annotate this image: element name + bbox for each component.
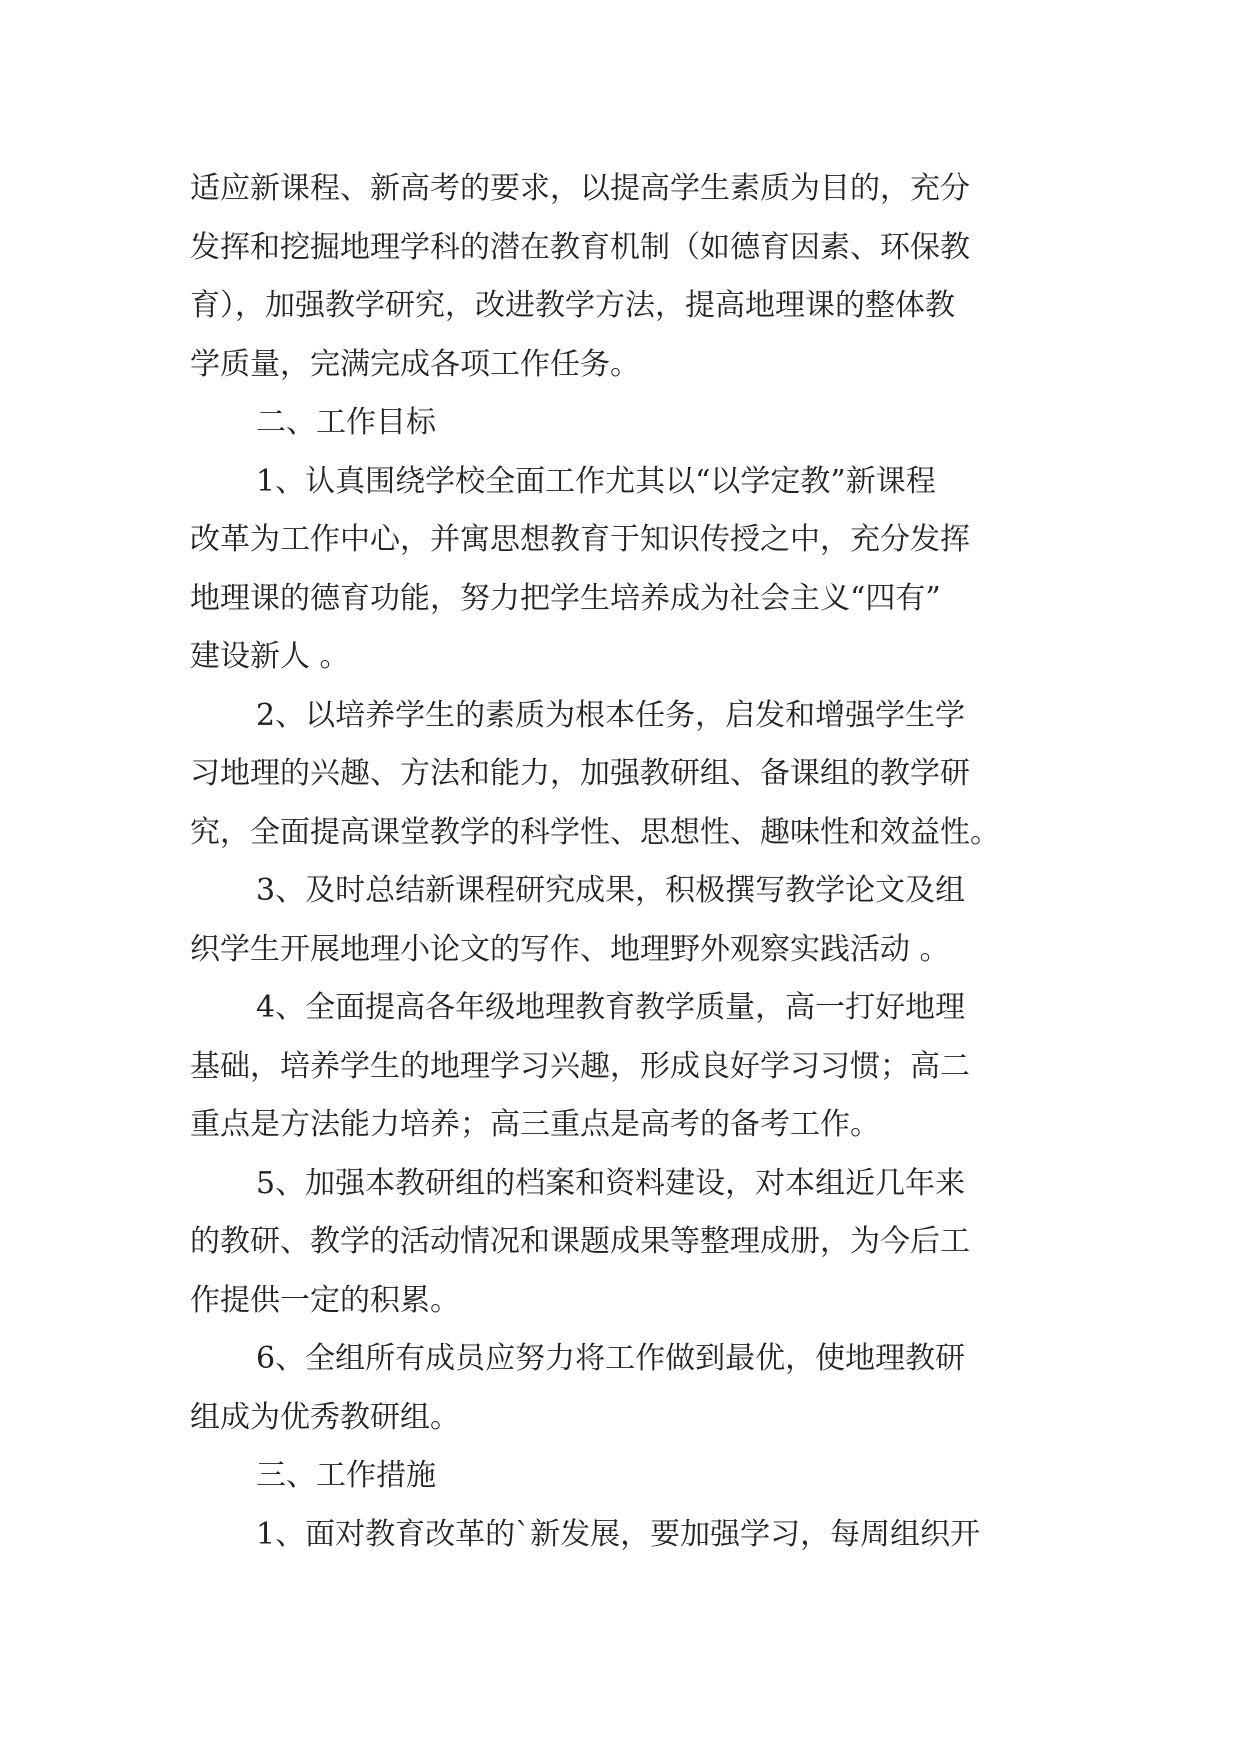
paragraph-line: 发挥和挖掘地理学科的潜在教育机制（如德育因素、环保教 — [190, 229, 970, 265]
paragraph-line: 5、加强本教研组的档案和资料建设，对本组近几年来 — [256, 1165, 966, 1201]
paragraph-line: 基础，培养学生的地理学习兴趣，形成良好学习习惯；高二 — [190, 1048, 970, 1084]
paragraph-line: 改革为工作中心，并寓思想教育于知识传授之中，充分发挥 — [190, 522, 970, 557]
paragraph-line: 的教研、教学的活动情况和课题成果等整理成册，为今后工 — [190, 1224, 970, 1259]
paragraph-line: 究，全面提高课堂教学的科学性、思想性、趣味性和效益性。 — [190, 814, 1000, 850]
paragraph-line: 学质量，完满完成各项工作任务。 — [190, 346, 640, 382]
paragraph-line: 地理课的德育功能，努力把学生培养成为社会主义“四有” — [190, 580, 941, 616]
paragraph-line: 组成为优秀教研组。 — [190, 1399, 460, 1435]
paragraph-line: 2、以培养学生的素质为根本任务，启发和增强学生学 — [256, 697, 966, 733]
section-heading: 二、工作目标 — [256, 405, 436, 440]
paragraph-line: 习地理的兴趣、方法和能力，加强教研组、备课组的教学研 — [190, 756, 970, 791]
section-heading: 三、工作措施 — [256, 1458, 436, 1493]
paragraph-line: 6、全组所有成员应努力将工作做到最优，使地理教研 — [256, 1341, 966, 1376]
paragraph-line: 4、全面提高各年级地理教育教学质量，高一打好地理 — [256, 990, 966, 1025]
document-body — [190, 160, 1050, 1564]
paragraph-line: 3、及时总结新课程研究成果，积极撰写教学论文及组 — [256, 873, 966, 908]
paragraph-line: 1、认真围绕学校全面工作尤其以“以学定教”新课程 — [256, 463, 936, 499]
paragraph-line: 作提供一定的积累。 — [190, 1282, 460, 1318]
paragraph-line: 适应新课程、新高考的要求，以提高学生素质为目的，充分 — [190, 171, 970, 206]
paragraph-line: 育），加强教学研究，改进教学方法，提高地理课的整体教 — [190, 288, 955, 323]
paragraph-line: 建设新人 。 — [190, 639, 350, 674]
paragraph-line: 1、面对教育改革的`新发展，要加强学习，每周组织开 — [256, 1516, 981, 1552]
paragraph-line: 织学生开展地理小论文的写作、地理野外观察实践活动 。 — [190, 931, 950, 967]
paragraph-line: 重点是方法能力培养；高三重点是高考的备考工作。 — [190, 1107, 880, 1142]
